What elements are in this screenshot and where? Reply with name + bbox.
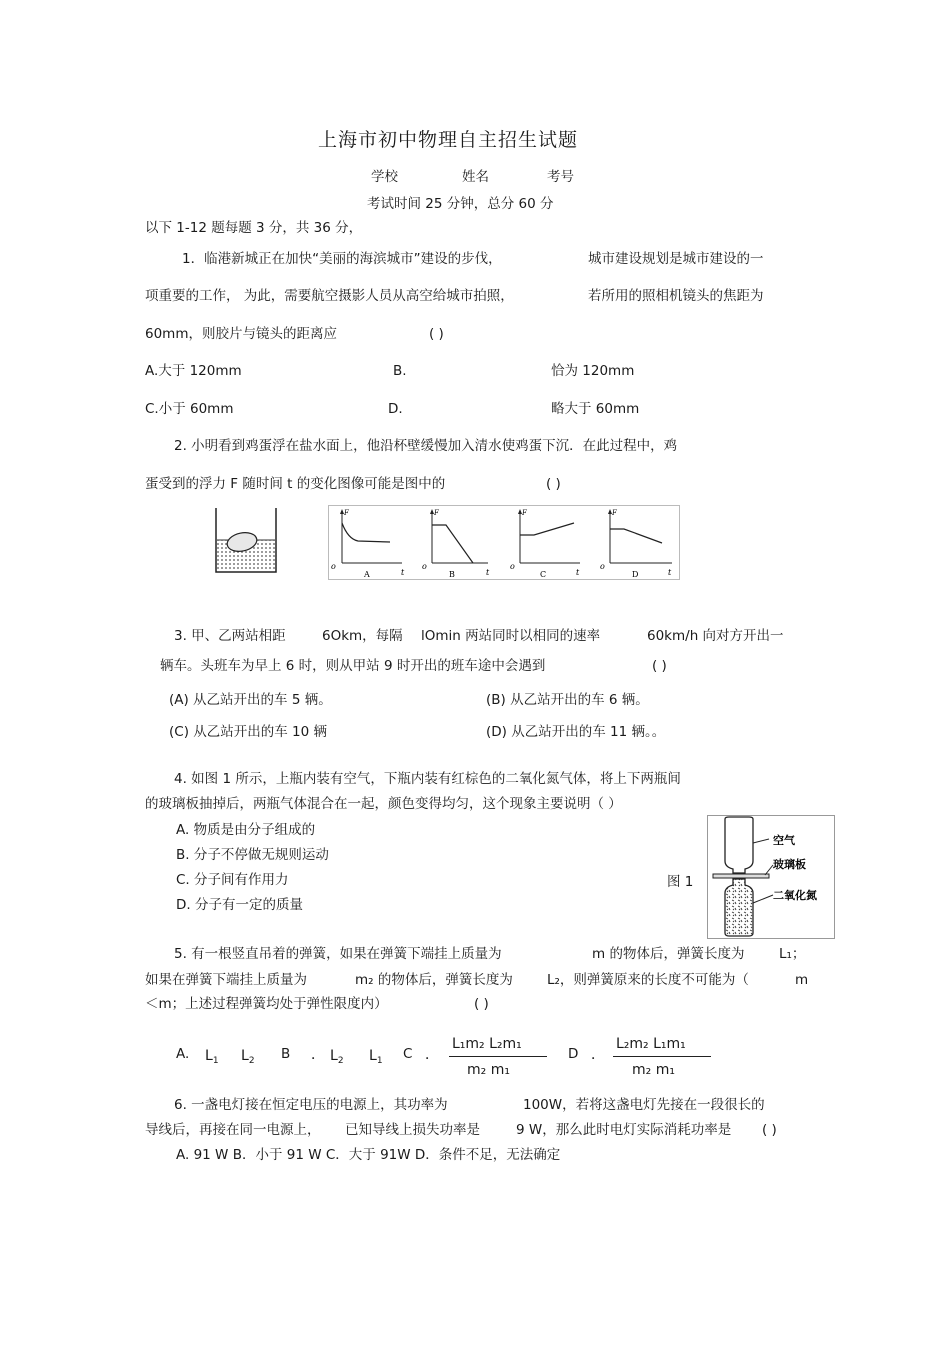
graph-d: [600, 509, 672, 579]
q5-line1a: 5. 有一根竖直吊着的弹簧，如果在弹簧下端挂上质量为: [174, 946, 502, 962]
q1-line3: 60mm，则胶片与镜头的距离应: [145, 326, 337, 342]
q5-answer-paren: ( ): [474, 996, 489, 1012]
q6-line2a: 导线后，再接在同一电源上，: [145, 1122, 321, 1138]
q6-options: A. 91 W B．小于 91 W C．大于 91W D．条件不足，无法确定: [176, 1147, 561, 1163]
page-title: 上海市初中物理自主招生试题: [318, 129, 579, 151]
exam-id-label: 考号: [547, 169, 574, 185]
q6-line1a: 6. 一盏电灯接在恒定电压的电源上，其功率为: [174, 1097, 448, 1113]
q4-line1: 4. 如图 1 所示，上瓶内装有空气，下瓶内装有红棕色的二氧化氮气体，将上下两瓶间: [174, 771, 681, 787]
q6-line2c: 9 W，那么此时电灯实际消耗功率是: [516, 1122, 732, 1138]
q5-option-c-dot: ．: [425, 1047, 439, 1063]
q5-option-c-fraction-bar: [449, 1056, 547, 1057]
q3-line1c: lOmin 两站同时以相同的速率: [421, 628, 601, 644]
q6-answer-paren: ( ): [762, 1122, 777, 1138]
name-label: 姓名: [462, 169, 489, 185]
q1-line1b: 城市建设规划是城市建设的一: [588, 251, 764, 267]
q5-line2b: m₂ 的物体后，弹簧长度为: [355, 972, 513, 988]
graph-a: [331, 509, 405, 579]
section-intro: 以下 1-12 题每题 3 分，共 36 分，: [145, 220, 363, 236]
graph-c-y-label: F: [522, 509, 527, 517]
gas-diffusion-figure: [707, 815, 835, 939]
graph-c-origin: o: [510, 562, 515, 571]
graph-a-origin: o: [331, 562, 336, 571]
q5-option-a-l1: $L_1$: [205, 1048, 219, 1066]
graph-b-origin: o: [422, 562, 427, 571]
q5-option-d: D: [568, 1046, 579, 1062]
label-nitrogen-dioxide: 二氧化氮: [773, 889, 817, 902]
graph-d-y-label: F: [612, 509, 617, 517]
q5-option-b-dot: ．: [311, 1047, 325, 1063]
q1-option-c: C.小于 60mm: [145, 401, 234, 417]
q5-line2a: 如果在弹簧下端挂上质量为: [145, 972, 307, 988]
graph-b-label: B: [449, 570, 455, 579]
q5-line2d: m: [795, 972, 809, 988]
q3-option-d: (D) 从乙站开出的车 11 辆。。: [486, 724, 666, 740]
school-label: 学校: [371, 169, 398, 185]
q1-option-d-text: 略大于 60mm: [551, 401, 640, 417]
q4-option-b: B. 分子不停做无规则运动: [176, 847, 329, 863]
q3-option-c: (C) 从乙站开出的车 10 辆: [169, 724, 328, 740]
q5-line1c: L₁；: [779, 946, 806, 962]
q5-option-b-l2: $L_2$: [330, 1048, 344, 1066]
egg-beaker-figure: [212, 506, 280, 574]
q5-option-a-l2: $L_2$: [241, 1048, 255, 1066]
graph-a-label: A: [364, 570, 370, 579]
q3-line1b: 6Okm，每隔: [322, 628, 403, 644]
q3-line1a: 3. 甲、乙两站相距: [174, 628, 286, 644]
q2-line1: 2. 小明看到鸡蛋浮在盐水面上，他沿杯壁缓慢加入清水使鸡蛋下沉．在此过程中，鸡: [174, 438, 678, 454]
graph-b-x-label: t: [486, 568, 490, 577]
graph-a-x-label: t: [401, 568, 405, 577]
q3-option-a: (A) 从乙站开出的车 5 辆。: [169, 692, 332, 708]
graph-c: [510, 509, 580, 579]
q5-option-d-denominator: m₂ m₁: [632, 1062, 675, 1078]
q5-line2c: L₂，则弹簧原来的长度不可能为（: [547, 972, 749, 988]
q3-line2: 辆车。头班车为早上 6 时，则从甲站 9 时开出的班车途中会遇到: [160, 658, 546, 674]
q4-option-a: A. 物质是由分子组成的: [176, 822, 316, 838]
graph-a-y-label: F: [344, 509, 349, 517]
q4-option-c: C. 分子间有作用力: [176, 872, 289, 888]
figure-1-caption: 图 1: [667, 874, 694, 890]
q5-line1b: m 的物体后，弹簧长度为: [592, 946, 745, 962]
q5-option-d-fraction-bar: [613, 1056, 711, 1057]
buoyancy-graphs: [328, 505, 680, 580]
graph-c-x-label: t: [576, 568, 580, 577]
q4-option-d: D. 分子有一定的质量: [176, 897, 303, 913]
q1-line2b: 若所用的照相机镜头的焦距为: [588, 288, 764, 304]
q1-option-b-text: 恰为 120mm: [551, 363, 635, 379]
q5-option-c-denominator: m₂ m₁: [467, 1062, 510, 1078]
q1-answer-paren: ( ): [429, 326, 444, 342]
q5-line3: ＜m；上述过程弹簧均处于弹性限度内）: [145, 996, 388, 1012]
graph-d-label: D: [632, 570, 639, 579]
label-air: 空气: [773, 834, 795, 847]
q1-line1a: 1．临港新城正在加快“美丽的海滨城市”建设的步伐，: [182, 251, 502, 267]
q1-option-d: D.: [388, 401, 403, 417]
q3-option-b: (B) 从乙站开出的车 6 辆。: [486, 692, 649, 708]
label-glass-plate: 玻璃板: [773, 858, 806, 871]
q6-line1b: 100W，若将这盏电灯先接在一段很长的: [523, 1097, 765, 1113]
q5-option-b: B: [281, 1046, 291, 1062]
q2-answer-paren: ( ): [546, 476, 561, 492]
q5-option-c: C: [403, 1046, 413, 1062]
q3-answer-paren: ( ): [652, 658, 667, 674]
graph-d-x-label: t: [668, 568, 672, 577]
graph-d-origin: o: [600, 562, 605, 571]
q6-line2b: 已知导线上损失功率是: [345, 1122, 480, 1138]
q5-option-a: A.: [176, 1046, 190, 1062]
q1-option-b: B.: [393, 363, 407, 379]
graph-b-y-label: F: [434, 509, 439, 517]
q5-option-d-dot: ．: [591, 1047, 605, 1063]
exam-info: 考试时间 25 分钟，总分 60 分: [367, 196, 554, 212]
q4-line2: 的玻璃板抽掉后，两瓶气体混合在一起，颜色变得均匀，这个现象主要说明（ ）: [145, 796, 622, 812]
q1-line2a: 项重要的工作， 为此，需要航空摄影人员从高空给城市拍照，: [145, 288, 514, 304]
q5-option-c-numerator: L₁m₂ L₂m₁: [452, 1036, 522, 1052]
q3-line1d: 60km/h 向对方开出一: [647, 628, 784, 644]
graph-b: [422, 509, 490, 579]
graph-c-label: C: [540, 570, 547, 579]
q5-option-b-l1: $L_1$: [369, 1048, 383, 1066]
q2-line2: 蛋受到的浮力 F 随时间 t 的变化图像可能是图中的: [145, 476, 446, 492]
q1-option-a: A.大于 120mm: [145, 363, 242, 379]
q5-option-d-numerator: L₂m₂ L₁m₁: [616, 1036, 686, 1052]
